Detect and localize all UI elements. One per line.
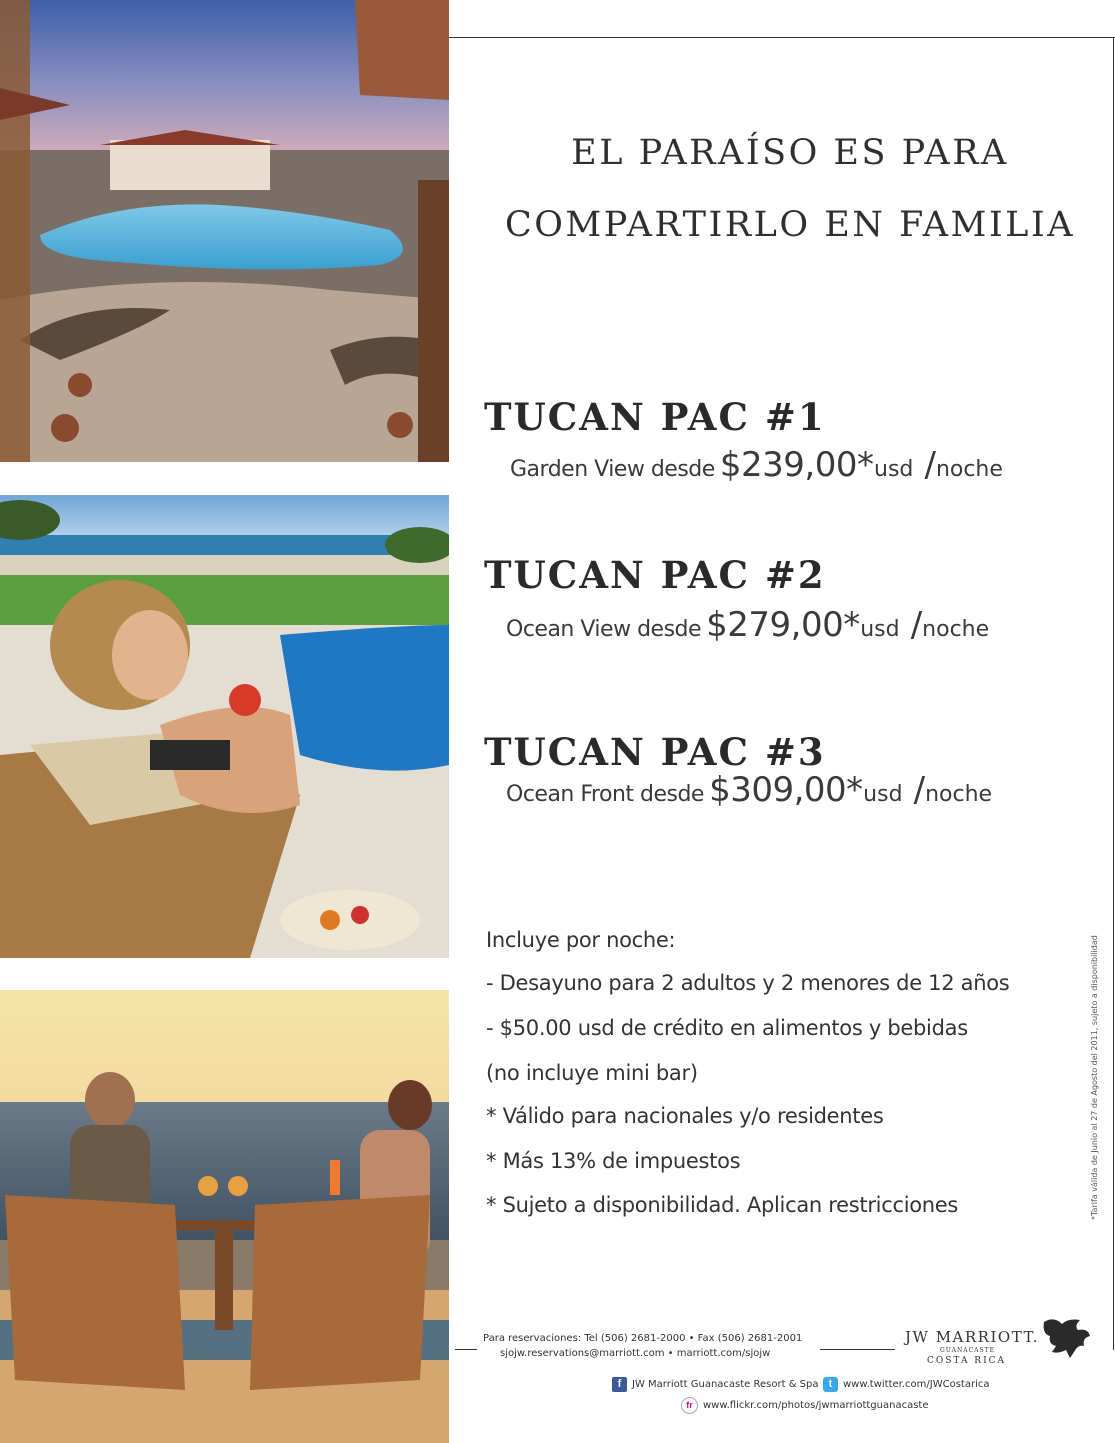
includes-item: * Válido para nacionales y/o residentes [486,1104,884,1128]
brand-logo-name: JW MARRIOTT. [905,1328,1040,1346]
package-3-unit: noche [925,782,993,807]
package-3-asterisk: * [846,770,864,810]
flickr-link[interactable] [681,1397,928,1414]
twitter-link-text: www.twitter.com/JWCostarica [843,1379,990,1390]
headline-line-2: COMPARTIRLO EN FAMILIA [504,205,1076,245]
rate-validity-note: *Tarifa válida de Junio al 27 de Agosto del 2011, sujeto a disponibilidad [1090,935,1099,1220]
package-2-asterisk: * [843,605,861,645]
package-3-room: Ocean Front desde [506,782,704,807]
package-3-price: $309,00 [709,770,847,810]
package-2-title: TUCAN PAC #2 [484,553,826,597]
gryphon-logo-icon [1040,1316,1092,1362]
package-2-price-line [506,605,989,645]
includes-item: * Más 13% de impuestos [486,1149,741,1173]
flickr-icon: fr [681,1397,698,1414]
frame-top-border [449,37,1115,38]
package-2-slash: / [910,605,923,645]
includes-item: * Sujeto a disponibilidad. Aplican restricciones [486,1193,959,1217]
package-2-unit: noche [922,617,990,642]
package-1-price-line [510,445,1003,485]
reservations-phone: Para reservaciones: Tel (506) 2681-2000 • Fax (506) 2681-2001 [483,1333,803,1344]
package-2-room: Ocean View desde [506,617,702,642]
package-2-price: $279,00 [706,605,844,645]
includes-item: - $50.00 usd de crédito en alimentos y bebidas [486,1016,968,1040]
package-1-currency: usd [874,457,914,482]
headline-line-1: EL PARAÍSO ES PARA [571,133,1009,173]
resort-pool-photo [0,0,449,462]
facebook-link[interactable] [612,1377,819,1392]
package-3-currency: usd [863,782,903,807]
reservations-email: sjojw.reservations@marriott.com • marriott.com/sjojw [500,1348,771,1359]
package-2-currency: usd [860,617,900,642]
package-3-slash: / [913,770,926,810]
couple-sunset-photo [0,990,449,1443]
flickr-link-text: www.flickr.com/photos/jwmarriottguanacaste [703,1400,929,1411]
woman-poolside-photo [0,495,449,958]
twitter-link[interactable] [823,1377,989,1392]
package-1-asterisk: * [857,445,874,485]
package-1-price: $239,00 [719,445,857,485]
package-1-title: TUCAN PAC #1 [484,395,826,439]
package-3-title: TUCAN PAC #3 [484,730,826,774]
package-3-price-line [506,770,992,810]
facebook-link-text: JW Marriott Guanacaste Resort & Spa [632,1379,819,1390]
facebook-icon: f [612,1377,627,1392]
package-1-slash: / [924,445,936,485]
brand-logo-country: COSTA RICA [927,1356,1007,1366]
twitter-icon: t [823,1377,838,1392]
includes-item: (no incluye mini bar) [486,1061,698,1085]
package-1-room: Garden View desde [510,457,715,482]
footer-divider-mid [820,1349,895,1350]
package-1-unit: noche [935,457,1003,482]
brand-logo-location: GUANACASTE [940,1347,995,1354]
includes-heading: Incluye por noche: [486,928,676,952]
includes-item: - Desayuno para 2 adultos y 2 menores de 12 años [486,971,1010,995]
footer-divider-left [455,1349,477,1350]
